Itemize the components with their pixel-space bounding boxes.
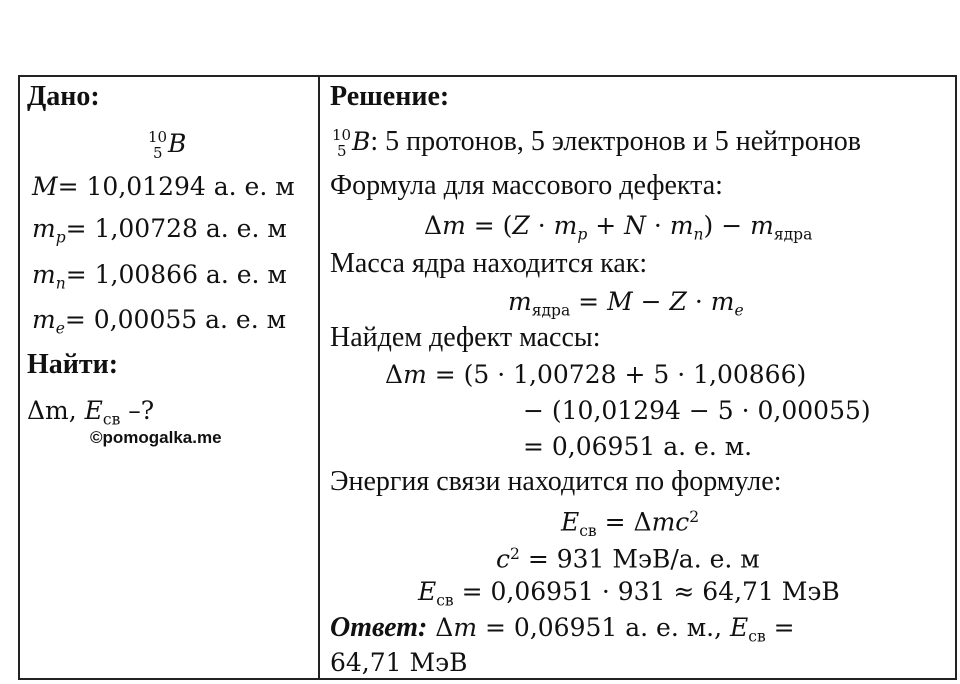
- given-me-sub: e: [55, 319, 65, 338]
- given-mn-sub: n: [55, 274, 66, 293]
- fd-eq: = (: [465, 211, 513, 240]
- given-mp-symbol: m: [32, 214, 56, 243]
- find-E: E: [84, 396, 103, 425]
- given-mp-value: = 1,00728 а. е. м: [65, 214, 287, 243]
- fc-m: m: [508, 287, 532, 316]
- answer-math: [427, 613, 795, 646]
- formula-intro: Формула для массового дефекта:: [330, 170, 723, 201]
- fc-me: m: [710, 287, 735, 316]
- answer-rest: = 0,06951 а. е. м.,: [477, 613, 731, 642]
- ef-pow: 2: [689, 508, 700, 526]
- given-me: [32, 303, 286, 345]
- given-me-symbol: m: [32, 305, 56, 334]
- formula-mass-defect: [424, 209, 812, 251]
- isotope-indices-2: [330, 124, 352, 160]
- ef-mc: mc: [651, 507, 690, 537]
- given-M-symbol: M: [32, 172, 58, 201]
- calc1-delta: Δ: [385, 360, 404, 389]
- c-squared-line: [496, 537, 760, 577]
- isotope-mass-number: 10: [148, 128, 168, 146]
- fd-core-sub: ядра: [773, 225, 813, 244]
- fd-p: p: [577, 225, 588, 244]
- answer-E: E: [730, 613, 749, 642]
- isotope-atomic-number: 5: [153, 144, 163, 162]
- fd-n: n: [693, 225, 704, 244]
- isotope-symbol-2: B: [352, 127, 371, 156]
- ef-E: E: [561, 507, 580, 537]
- answer-E-sub: св: [748, 627, 766, 646]
- answer-m: m: [453, 613, 478, 642]
- watermark: ©pomogalka.me: [90, 428, 222, 447]
- ec-sub: св: [436, 591, 454, 610]
- fc-M: M: [607, 287, 633, 316]
- fd-dot1: ·: [529, 211, 554, 240]
- energy-intro: Энергия связи находится по формуле:: [330, 466, 782, 497]
- find-header: Найти:: [27, 349, 119, 380]
- given-me-value: = 0,00055 а. е. м: [64, 305, 287, 334]
- ec-E: E: [418, 577, 437, 606]
- given-mp-sub: p: [55, 228, 66, 247]
- given-isotope: [146, 126, 186, 161]
- c2-pow: 2: [510, 545, 520, 563]
- fc-eq: =: [570, 287, 608, 316]
- fd-mn: m: [669, 211, 694, 240]
- fc-sub: ядра: [531, 301, 571, 320]
- fd-dot2: ·: [645, 211, 670, 240]
- given-header: Дано:: [27, 81, 100, 112]
- calc-line-3: = 0,06951 а. е. м.: [523, 432, 753, 461]
- fd-N: N: [624, 211, 646, 240]
- calc-line-2: − (10,01294 − 5 · 0,00055): [523, 396, 871, 425]
- fc-minus: −: [632, 287, 670, 316]
- solution-header: Решение:: [330, 81, 450, 112]
- calc1-rest: = (5 · 1,00728 + 5 · 1,00866): [426, 360, 807, 389]
- composition-isotope: [330, 126, 371, 160]
- fd-m: m: [442, 211, 466, 240]
- ef-eq: = Δ: [596, 507, 652, 537]
- isotope-symbol: B: [168, 129, 187, 158]
- answer-delta: Δ: [427, 613, 454, 642]
- column-divider: [318, 75, 320, 680]
- fc-e: e: [734, 301, 744, 320]
- given-mp: [32, 212, 287, 254]
- composition-line: [330, 124, 861, 159]
- fc-Z: Z: [669, 287, 687, 316]
- isotope-atomic-number-2: 5: [337, 142, 347, 160]
- fd-mcore: m: [750, 211, 774, 240]
- core-intro: Масса ядра находится как:: [330, 248, 648, 279]
- fd-Z: Z: [512, 211, 530, 240]
- find-E-sub: св: [102, 410, 121, 429]
- composition-text: : 5 протонов, 5 электронов и 5 нейтронов: [370, 126, 861, 157]
- calc-line-1: [385, 358, 806, 392]
- isotope-mass-number-2: 10: [332, 126, 352, 144]
- given-mn: [32, 258, 287, 300]
- isotope-indices: [146, 126, 168, 162]
- answer-eq: =: [765, 613, 795, 642]
- ef-sub: св: [579, 521, 597, 540]
- calc1-m: m: [403, 360, 427, 389]
- defect-intro: Найдем дефект массы:: [330, 322, 601, 353]
- fd-plus: +: [587, 211, 625, 240]
- fd-close: ) −: [703, 211, 751, 240]
- given-M-value: = 10,01294 а. е. м: [57, 172, 295, 201]
- answer-line-2: 64,71 МэВ: [330, 648, 468, 677]
- fd-mp: m: [553, 211, 578, 240]
- find-dm: Δm,: [27, 396, 77, 425]
- c2-rest: = 931 МэВ/а. е. м: [519, 544, 760, 574]
- given-mn-symbol: m: [32, 260, 56, 289]
- ec-rest: = 0,06951 · 931 ≈ 64,71 МэВ: [453, 577, 840, 606]
- fd-delta: Δ: [424, 211, 443, 240]
- c2-c: c: [496, 544, 511, 574]
- find-tail: –?: [120, 396, 155, 425]
- fc-dot: ·: [686, 287, 711, 316]
- given-M: [32, 170, 295, 204]
- given-mn-value: = 1,00866 а. е. м: [65, 260, 287, 289]
- answer-label: Ответ:: [330, 612, 428, 643]
